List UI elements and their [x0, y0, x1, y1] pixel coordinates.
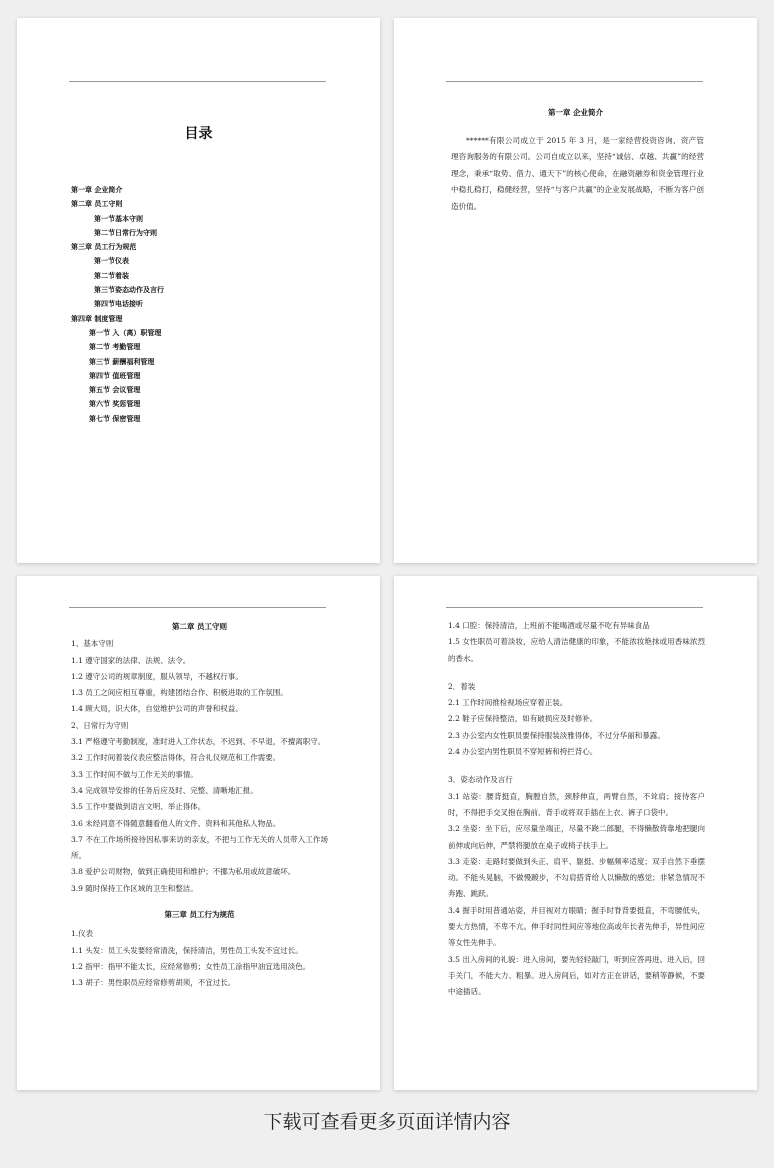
body-line: 3.5 出入房间的礼貌：进入房间，要先轻轻敲门，听到应答再进。进入后，回手关门，不能大力、粗暴。进入房间后，如对方正在讲话，要稍等静候，不要中途插话。	[448, 954, 705, 997]
toc-entry[interactable]: 第二节着装	[94, 271, 129, 280]
toc-entry[interactable]: 第六节 奖惩管理	[89, 400, 141, 409]
toc-entry[interactable]: 第一节基本守则	[94, 214, 143, 223]
toc-entry[interactable]: 第二章 员工守则	[71, 200, 123, 209]
company-intro-paragraph: ******有限公司成立于 2015 年 3 月，是一家经营投资咨询、资产管理咨询服务的有限公司。公司自成立以来，坚持“诚信、卓越、共赢”的经营理念，秉承“取势、借力、通天下”的核心使命，在融资融券和资金管理行业中稳扎稳打，稳健经营，坚持“与客户共赢”的企业发展战略，不断为客户创造价值。	[451, 136, 704, 211]
toc-entry[interactable]: 第二节日常行为守则	[94, 228, 157, 237]
body-line: 2．着装	[448, 681, 476, 691]
chapter2-page	[17, 576, 380, 1090]
chapter3-page	[394, 576, 757, 1090]
body-line: 3.3 工作时间不做与工作无关的事情。	[71, 769, 198, 779]
chapter-title: 第一章 企业简介	[547, 108, 604, 117]
body-line: 3.9 随时保持工作区域的卫生和整洁。	[71, 883, 198, 893]
header-rule	[446, 607, 703, 608]
toc-title: 目录	[184, 126, 213, 142]
body-line: 1.4 口腔：保持清洁，上班前不能喝酒或尽量不吃有异味食品	[448, 621, 650, 630]
body-line: 2.4 办公室内男性职员不穿短裤和挎拦背心。	[448, 747, 598, 757]
toc-entry[interactable]: 第三章 员工行为规范	[71, 243, 137, 252]
section-lines	[448, 772, 705, 1000]
body-line: 3.1 严格遵守考勤制度，准时进入工作状态，不迟到、不早退，不擅离职守。	[71, 737, 326, 747]
body-line: 3.4 握手时用普通站姿，并目视对方眼睛；握手时脊背要挺直，不弯腰低头，要大方热情，不卑不亢。伸手时同性间应等地位高或年长者先伸手，异性间应等女性先伸手。	[448, 905, 705, 948]
body-line: 1.2 指甲：指甲不能太长，应经常修剪；女性员工涂指甲油宜选用淡色。	[71, 961, 311, 971]
section-lines	[71, 636, 328, 897]
body-line: 2.2 鞋子应保持整洁，如有破损应及时修补。	[448, 714, 598, 724]
body-line: 1.5 女性职员可着淡妆，应给人清洁健康的印象，不能浓妆艳抹或用香味浓烈的香水。	[448, 637, 705, 663]
body-line: 3.1 站姿：腰背挺直，胸膛自然，颈脖伸直，两臂自然，不耸肩；接待客户时，不得把手交叉抱在胸前、背手或将双手插在上衣、裤子口袋中。	[448, 791, 705, 817]
body-line: 1.2 遵守公司的规章制度，服从领导，不越权行事。	[71, 671, 243, 681]
toc-entry[interactable]: 第四节 值班管理	[89, 371, 141, 380]
toc-entry[interactable]: 第四节电话接听	[94, 300, 143, 309]
toc-entry[interactable]: 第七节 保密管理	[89, 414, 141, 423]
page-body	[448, 618, 705, 1001]
toc-entry[interactable]: 第一节仪表	[94, 257, 129, 266]
body-line: 3.2 工作时间着装仪表应整洁得体，符合礼仪规范和工作需要。	[71, 753, 281, 763]
body-line: 1、基本守则	[71, 639, 114, 649]
body-line: 3.7 不在工作场所接待因私事来访的亲友，不把与工作无关的人员带入工作场所。	[71, 834, 328, 861]
chapter1-page	[394, 18, 757, 563]
chapter-title: 第二章 员工守则	[171, 622, 228, 631]
download-prompt[interactable]: 下载可查看更多页面详情内容	[263, 1111, 511, 1133]
toc-list	[71, 183, 340, 426]
body-line: 2、日常行为守则	[71, 720, 129, 730]
chapter-title: 第三章 员工行为规范	[164, 910, 235, 920]
header-rule	[69, 81, 326, 82]
body-line: 2.3 办公室内女性职员要保持服装淡雅得体，不过分华丽和暴露。	[448, 730, 665, 740]
body-line: 3．姿态动作及言行	[448, 775, 513, 785]
body-line: 3.4 完成领导安排的任务后应及时、完整、清晰地汇报。	[71, 785, 258, 795]
toc-page	[17, 18, 380, 563]
toc-entry[interactable]: 第三节 薪酬福利管理	[89, 357, 155, 366]
body-line: 1.1 头发：员工头发要经常清洗，保持清洁，男性员工头发不宜过长。	[71, 945, 303, 955]
toc-entry[interactable]: 第五节 会议管理	[89, 386, 141, 395]
header-rule	[446, 81, 703, 82]
toc-entry[interactable]: 第一节 入（离）职管理	[89, 328, 162, 337]
toc-entry[interactable]: 第四章 制度管理	[71, 314, 123, 323]
body-line: 3.3 走姿：走路时要做到头正、肩平、躯挺、步幅频率适度；双手自然下垂摆动。不能头晃脑，不做慢踱步，不勾肩搭背给人以懒散的感觉；非紧急情况不奔跑、跳跃。	[448, 856, 705, 899]
body-line: 3.2 坐姿：坐下后，应尽量坐端正，尽量不跷二郎腿，不得懒散倚靠地把腿向前伸或向后伸，严禁将腿放在桌子或椅子扶手上。	[448, 824, 705, 850]
toc-entry[interactable]: 第一章 企业简介	[71, 186, 123, 194]
body-line: 3.5 工作中要做到语言文明、举止得体。	[71, 802, 206, 812]
section-lines	[448, 618, 705, 667]
body-line: 3.6 未经同意不得随意翻看他人的文件、资料和其他私人物品。	[71, 818, 281, 828]
section-lines	[71, 926, 328, 991]
body-line: 1.4 顾大局，识大体，自觉维护公司的声誉和权益。	[71, 704, 243, 714]
body-line: 1.仪表	[71, 929, 94, 939]
page-body	[71, 619, 328, 992]
toc-entry[interactable]: 第二节 考勤管理	[89, 343, 141, 352]
body-line: 2.1 工作时间推检视场应穿着正装。	[448, 698, 568, 708]
body-line: 3.8 爱护公司财物，做到正确使用和维护；不挪为私用或故意破坏。	[71, 867, 296, 877]
header-rule	[69, 607, 326, 608]
toc-entry[interactable]: 第三节姿态动作及言行	[94, 286, 164, 295]
section-lines	[448, 679, 705, 760]
body-line: 1.3 员工之间应相互尊重，构建团结合作、积极进取的工作氛围。	[71, 688, 288, 698]
body-line: 1.1 遵守国家的法律、法规、法令。	[71, 655, 191, 665]
body-line: 1.3 胡子：男性职员应经常修剪胡须，不宜过长。	[71, 978, 236, 988]
